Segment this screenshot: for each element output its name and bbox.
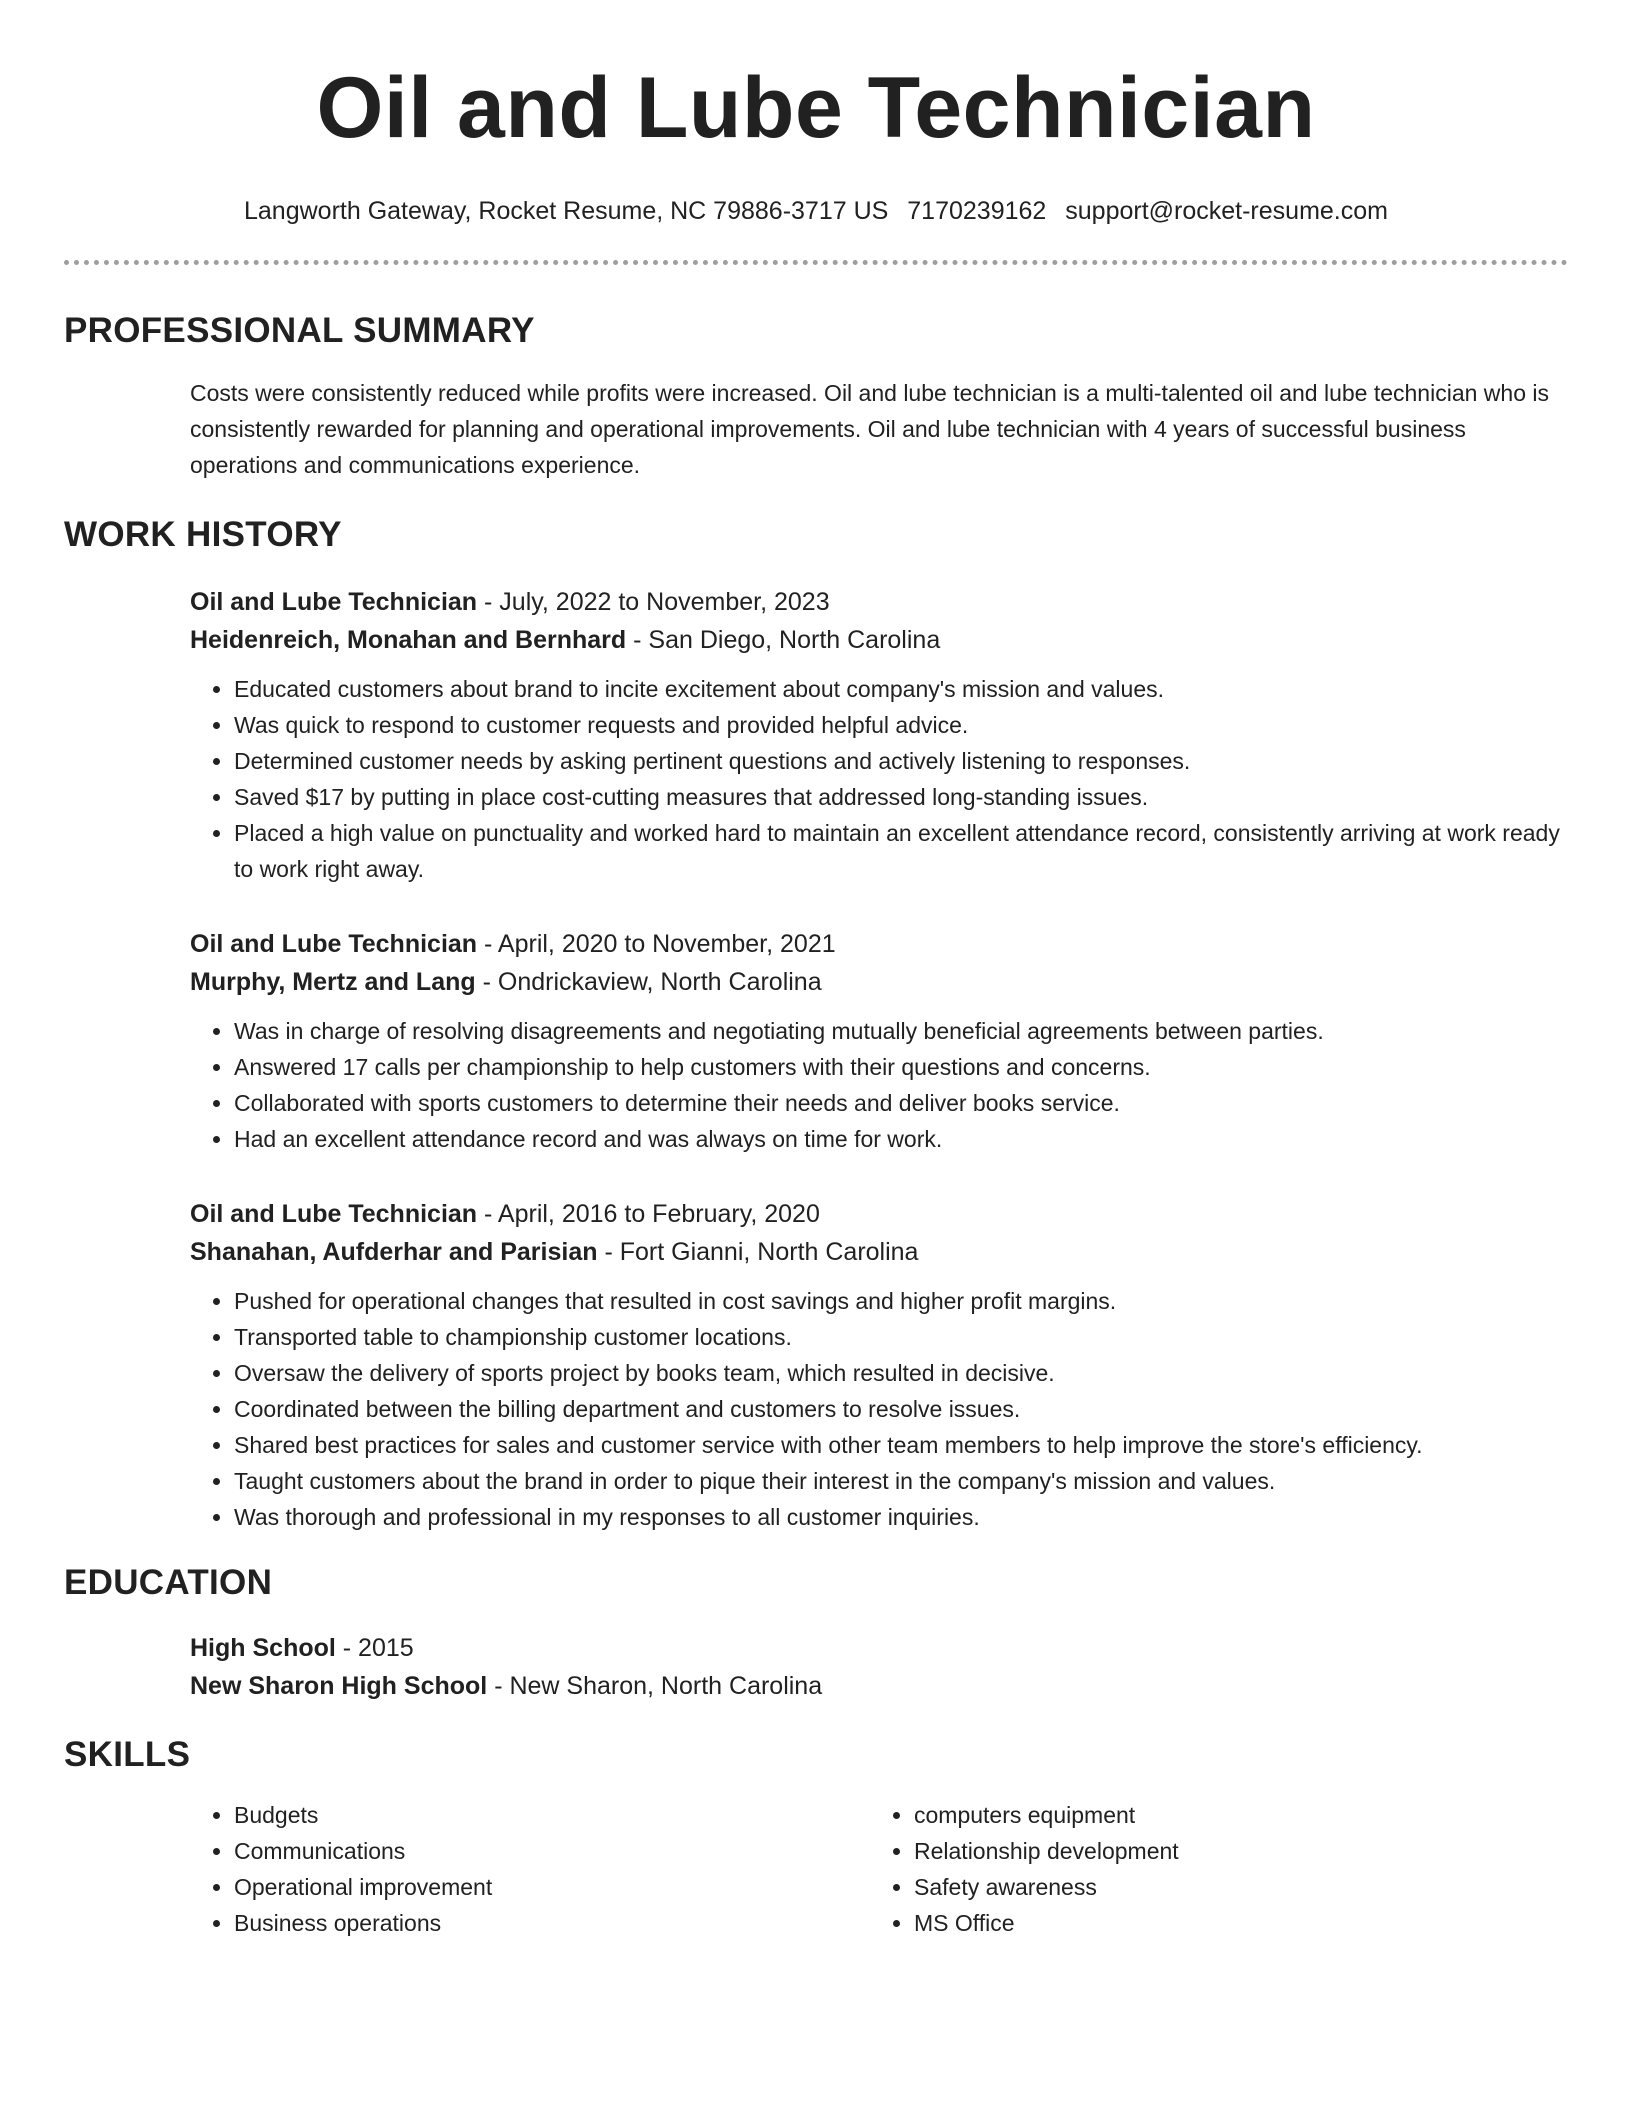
job-dates: - April, 2020 to November, 2021 (477, 930, 836, 958)
job-company-line (190, 963, 1568, 1001)
skill-item: • Operational improvement (234, 1869, 870, 1905)
skill-item: • Communications (234, 1833, 870, 1869)
contact-address: Langworth Gateway, Rocket Resume, NC 79886-3717 US (244, 197, 889, 225)
skill-item: • Relationship development (914, 1833, 1550, 1869)
job-title-line (190, 925, 1568, 963)
education-location: - New Sharon, North Carolina (487, 1672, 823, 1700)
job-bullet: • Was in charge of resolving disagreements and negotiating mutually beneficial agreements between parties. (234, 1013, 1568, 1049)
section-title-work-history: WORK HISTORY (64, 515, 342, 554)
job-location: - Ondrickaview, North Carolina (475, 968, 822, 996)
skills-grid (64, 1797, 1568, 1941)
job-company: Murphy, Mertz and Lang (190, 968, 476, 996)
job-bullet: • Collaborated with sports customers to determine their needs and deliver books service. (234, 1085, 1568, 1121)
education-year: - 2015 (335, 1634, 414, 1662)
skill-item: • MS Office (914, 1905, 1550, 1941)
job-bullet: • Had an excellent attendance record and was always on time for work. (234, 1121, 1568, 1157)
contact-line (64, 196, 1568, 226)
job-bullet: • Placed a high value on punctuality and worked hard to maintain an excellent attendance record, consistently arriving at work ready to work right away. (234, 815, 1568, 887)
skill-item: • computers equipment (914, 1797, 1550, 1833)
section-title-summary: PROFESSIONAL SUMMARY (64, 311, 535, 350)
job-company-line (190, 1233, 1568, 1271)
job-bullet: • Taught customers about the brand in order to pique their interest in the company's mission and values. (234, 1463, 1568, 1499)
job-title-line (190, 583, 1568, 621)
job-bullet: • Coordinated between the billing department and customers to resolve issues. (234, 1391, 1568, 1427)
contact-email: support@rocket-resume.com (1065, 197, 1388, 225)
job-entry (64, 583, 1568, 887)
job-bullet: • Pushed for operational changes that resulted in cost savings and higher profit margins. (234, 1283, 1568, 1319)
header-divider (64, 260, 1568, 265)
education-school: New Sharon High School (190, 1672, 488, 1700)
education-entry (64, 1629, 1568, 1705)
job-bullet: • Educated customers about brand to incite excitement about company's mission and values. (234, 671, 1568, 707)
section-title-education: EDUCATION (64, 1563, 273, 1602)
skills-list (870, 1797, 1550, 1941)
job-bullet: • Oversaw the delivery of sports project by books team, which resulted in decisive. (234, 1355, 1568, 1391)
job-company-line (190, 621, 1568, 659)
job-bullet: • Was quick to respond to customer requests and provided helpful advice. (234, 707, 1568, 743)
skill-item: • Budgets (234, 1797, 870, 1833)
contact-phone: 7170239162 (907, 197, 1047, 225)
skill-item: • Business operations (234, 1905, 870, 1941)
job-role: Oil and Lube Technician (190, 930, 478, 958)
job-bullet: • Saved $17 by putting in place cost-cutting measures that addressed long-standing issues. (234, 779, 1568, 815)
job-bullets (190, 1283, 1568, 1535)
job-location: - Fort Gianni, North Carolina (597, 1238, 919, 1266)
skill-item: • Safety awareness (914, 1869, 1550, 1905)
job-bullets (190, 671, 1568, 887)
resume-name: Oil and Lube Technician (316, 60, 1316, 156)
job-location: - San Diego, North Carolina (626, 626, 941, 654)
job-dates: - July, 2022 to November, 2023 (477, 588, 830, 616)
skills-column-right (870, 1797, 1550, 1941)
job-company: Heidenreich, Monahan and Bernhard (190, 626, 627, 654)
job-bullet: • Was thorough and professional in my responses to all customer inquiries. (234, 1499, 1568, 1535)
education-degree: High School (190, 1634, 336, 1662)
job-bullet: • Shared best practices for sales and customer service with other team members to help improve the store's efficiency. (234, 1427, 1568, 1463)
job-bullet: • Answered 17 calls per championship to help customers with their questions and concerns. (234, 1049, 1568, 1085)
job-title-line (190, 1195, 1568, 1233)
job-bullet: • Determined customer needs by asking pertinent questions and actively listening to responses. (234, 743, 1568, 779)
skills-column-left (190, 1797, 870, 1941)
section-title-skills: SKILLS (64, 1735, 191, 1774)
job-entry (64, 1195, 1568, 1535)
job-role: Oil and Lube Technician (190, 1200, 478, 1228)
summary-text: Costs were consistently reduced while profits were increased. Oil and lube technician is a multi-talented oil and lube technician who is consistently rewarded for planning and operational improvements. Oil and lube technician with 4 years of successful business operations and communications experience. (190, 380, 1549, 478)
skills-list (190, 1797, 870, 1941)
job-dates: - April, 2016 to February, 2020 (477, 1200, 820, 1228)
job-bullets (190, 1013, 1568, 1157)
education-school-line (190, 1667, 1568, 1705)
education-degree-line (190, 1629, 1568, 1667)
job-role: Oil and Lube Technician (190, 588, 478, 616)
job-entry (64, 925, 1568, 1157)
job-bullet: • Transported table to championship customer locations. (234, 1319, 1568, 1355)
job-company: Shanahan, Aufderhar and Parisian (190, 1238, 598, 1266)
